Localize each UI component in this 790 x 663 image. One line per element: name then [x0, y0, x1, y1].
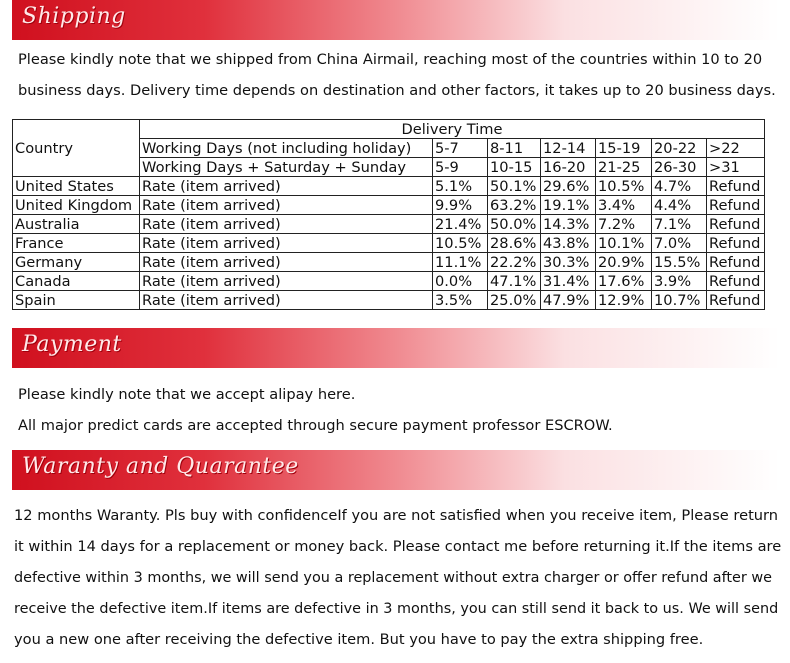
table-cell: 21-25 [596, 158, 652, 177]
table-header-row [13, 120, 765, 139]
shipping-text-line-1: Please kindly note that we shipped from China Airmail, reaching most of the countries within 10 to 20 [18, 51, 763, 68]
delivery-time-header: Delivery Time [140, 120, 765, 139]
table-cell: 12-14 [541, 139, 596, 158]
country-cell: Canada [13, 272, 140, 291]
warranty-text-line-2: it within 14 days for a replacement or money back. Please contact me before returning it.If the items are [14, 538, 782, 555]
payment-banner [12, 328, 780, 368]
table-row [13, 272, 765, 291]
rate-label-cell: Rate (item arrived) [140, 215, 433, 234]
shipping-title: Shipping [22, 4, 126, 29]
country-cell: United Kingdom [13, 196, 140, 215]
payment-text-line-2: All major predict cards are accepted through secure payment professor ESCROW. [18, 417, 613, 434]
country-cell: France [13, 234, 140, 253]
table-row [13, 253, 765, 272]
table-cell: 47.9% [541, 291, 596, 310]
table-cell: Refund [707, 196, 765, 215]
table-cell: >31 [707, 158, 765, 177]
table-row [13, 291, 765, 310]
table-cell: 3.5% [433, 291, 488, 310]
table-cell: 4.4% [652, 196, 707, 215]
shipping-text-line-2: business days. Delivery time depends on destination and other factors, it takes up to 20 business days. [18, 82, 776, 99]
table-cell: 63.2% [488, 196, 541, 215]
table-cell: 12.9% [596, 291, 652, 310]
table-cell: 15-19 [596, 139, 652, 158]
table-cell: Refund [707, 291, 765, 310]
country-cell: Spain [13, 291, 140, 310]
table-cell: 20-22 [652, 139, 707, 158]
warranty-title: Waranty and Quarantee [22, 454, 299, 479]
table-cell: 11.1% [433, 253, 488, 272]
table-cell: 3.9% [652, 272, 707, 291]
table-cell: 3.4% [596, 196, 652, 215]
rate-label-cell: Rate (item arrived) [140, 253, 433, 272]
working-days-label: Working Days (not including holiday) [140, 139, 433, 158]
payment-text-line-1: Please kindly note that we accept alipay here. [18, 386, 356, 403]
table-cell: 10.1% [596, 234, 652, 253]
table-cell: 5-9 [433, 158, 488, 177]
warranty-banner [12, 450, 780, 490]
warranty-text-line-5: you a new one after receiving the defective item. But you have to pay the extra shipping free. [14, 631, 704, 648]
table-cell: 31.4% [541, 272, 596, 291]
delivery-time-table [12, 119, 765, 310]
table-cell: 30.3% [541, 253, 596, 272]
table-cell: 20.9% [596, 253, 652, 272]
rate-label-cell: Rate (item arrived) [140, 196, 433, 215]
table-cell: 29.6% [541, 177, 596, 196]
table-cell: Refund [707, 234, 765, 253]
table-cell: 7.1% [652, 215, 707, 234]
table-cell: 26-30 [652, 158, 707, 177]
country-cell: Australia [13, 215, 140, 234]
table-cell: 5-7 [433, 139, 488, 158]
working-sat-sun-label: Working Days + Saturday + Sunday [140, 158, 433, 177]
table-cell: 10.5% [596, 177, 652, 196]
rate-label-cell: Rate (item arrived) [140, 291, 433, 310]
table-row [13, 215, 765, 234]
table-cell: 7.0% [652, 234, 707, 253]
table-cell: 10-15 [488, 158, 541, 177]
warranty-text-line-4: receive the defective item.If items are defective in 3 months, you can still send it back to us. We will send [14, 601, 779, 617]
table-cell: 47.1% [488, 272, 541, 291]
table-cell: 17.6% [596, 272, 652, 291]
table-cell: 50.0% [488, 215, 541, 234]
table-cell: >22 [707, 139, 765, 158]
warranty-text-line-3: defective within 3 months, we will send you a replacement without extra charger or offer refund after we [14, 570, 773, 586]
table-cell: 22.2% [488, 253, 541, 272]
table-cell: 10.5% [433, 234, 488, 253]
table-cell: 15.5% [652, 253, 707, 272]
table-cell: 16-20 [541, 158, 596, 177]
warranty-text-line-1: 12 months Waranty. Pls buy with confidenceIf you are not satisfied when you receive item, Please return [14, 507, 779, 524]
table-cell: 21.4% [433, 215, 488, 234]
country-cell: Germany [13, 253, 140, 272]
country-header: Country [13, 120, 140, 177]
table-cell: Refund [707, 215, 765, 234]
table-cell: 50.1% [488, 177, 541, 196]
table-cell: 9.9% [433, 196, 488, 215]
table-cell: 0.0% [433, 272, 488, 291]
payment-title: Payment [22, 332, 122, 357]
shipping-banner [12, 0, 780, 40]
table-cell: 19.1% [541, 196, 596, 215]
rate-label-cell: Rate (item arrived) [140, 234, 433, 253]
rate-label-cell: Rate (item arrived) [140, 177, 433, 196]
table-cell: 4.7% [652, 177, 707, 196]
table-cell: 7.2% [596, 215, 652, 234]
table-cell: Refund [707, 253, 765, 272]
table-cell: 10.7% [652, 291, 707, 310]
table-row [13, 196, 765, 215]
country-cell: United States [13, 177, 140, 196]
rate-label-cell: Rate (item arrived) [140, 272, 433, 291]
table-cell: 43.8% [541, 234, 596, 253]
table-cell: 25.0% [488, 291, 541, 310]
table-cell: 8-11 [488, 139, 541, 158]
table-cell: Refund [707, 272, 765, 291]
table-row [13, 177, 765, 196]
table-cell: Refund [707, 177, 765, 196]
table-row [13, 234, 765, 253]
table-cell: 28.6% [488, 234, 541, 253]
table-cell: 5.1% [433, 177, 488, 196]
table-cell: 14.3% [541, 215, 596, 234]
